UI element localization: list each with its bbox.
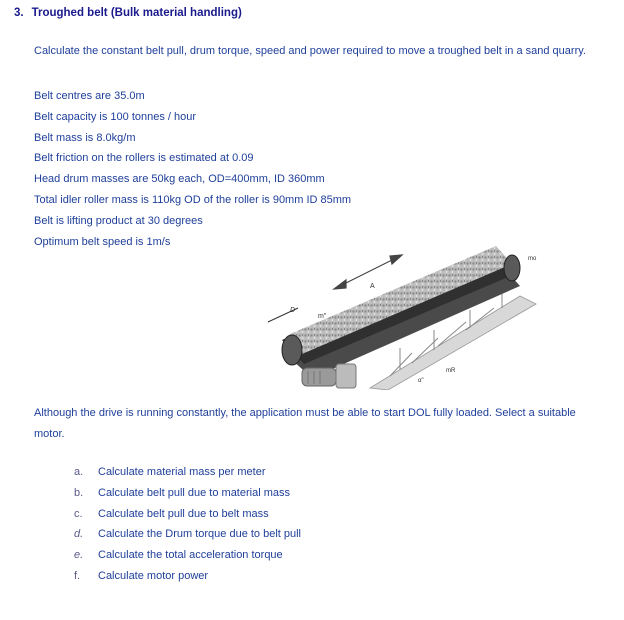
param-head-drum: Head drum masses are 50kg each, OD=400mm, ID 360mm bbox=[34, 173, 325, 185]
drive-note-paragraph: Although the drive is running constantly, the application must be able to start DOL fully loaded. Select a suitable motor. bbox=[34, 407, 576, 440]
drive-motor bbox=[302, 364, 356, 388]
section-heading bbox=[14, 7, 242, 19]
list-marker: e. bbox=[74, 549, 84, 562]
param-belt-capacity: Belt capacity is 100 tonnes / hour bbox=[34, 111, 197, 123]
task-text: Calculate motor power bbox=[98, 569, 209, 582]
list-item bbox=[74, 508, 301, 529]
intro-paragraph: Calculate the constant belt pull, drum torque, speed and power required to move a troughed belt in a sand quarry. bbox=[34, 45, 586, 57]
task-list bbox=[74, 466, 301, 591]
list-marker: b. bbox=[74, 486, 84, 499]
head-drum bbox=[504, 255, 520, 281]
list-marker: f. bbox=[74, 569, 81, 582]
label-material-mass: m" bbox=[318, 313, 327, 320]
label-angle: α" bbox=[418, 378, 424, 384]
label-accel: A bbox=[370, 283, 375, 290]
list-marker: c. bbox=[74, 507, 83, 520]
list-marker: a. bbox=[74, 466, 84, 478]
task-text: Calculate the total acceleration torque bbox=[98, 549, 283, 562]
list-marker: d. bbox=[74, 528, 84, 541]
task-text: Calculate the Drum torque due to belt pull bbox=[98, 528, 302, 541]
list-item bbox=[74, 487, 301, 508]
list-item bbox=[74, 570, 301, 591]
list-item bbox=[74, 528, 301, 549]
list-item bbox=[74, 549, 301, 570]
param-lift-angle: Belt is lifting product at 30 degrees bbox=[34, 215, 203, 227]
section-title: Troughed belt (Bulk material handling) bbox=[31, 7, 242, 19]
param-belt-centres: Belt centres are 35.0m bbox=[34, 90, 145, 102]
conveyor-illustration bbox=[262, 238, 582, 390]
task-text: Calculate material mass per meter bbox=[98, 466, 266, 478]
label-roller-mass: mR bbox=[446, 368, 456, 374]
list-item bbox=[74, 466, 301, 487]
section-number: 3. bbox=[14, 7, 24, 19]
param-belt-speed: Optimum belt speed is 1m/s bbox=[34, 236, 171, 248]
task-text: Calculate belt pull due to belt mass bbox=[98, 507, 269, 520]
param-belt-friction: Belt friction on the rollers is estimated at 0.09 bbox=[34, 152, 254, 164]
label-diameter: D bbox=[290, 307, 296, 314]
param-belt-mass: Belt mass is 8.0kg/m bbox=[34, 132, 136, 144]
tail-drum bbox=[282, 335, 302, 365]
task-text: Calculate belt pull due to material mass bbox=[98, 486, 290, 499]
label-drum-mass: mo bbox=[528, 256, 537, 262]
param-idler-roller: Total idler roller mass is 110kg OD of the roller is 90mm ID 85mm bbox=[34, 194, 352, 206]
motion-arrow bbox=[334, 255, 402, 289]
